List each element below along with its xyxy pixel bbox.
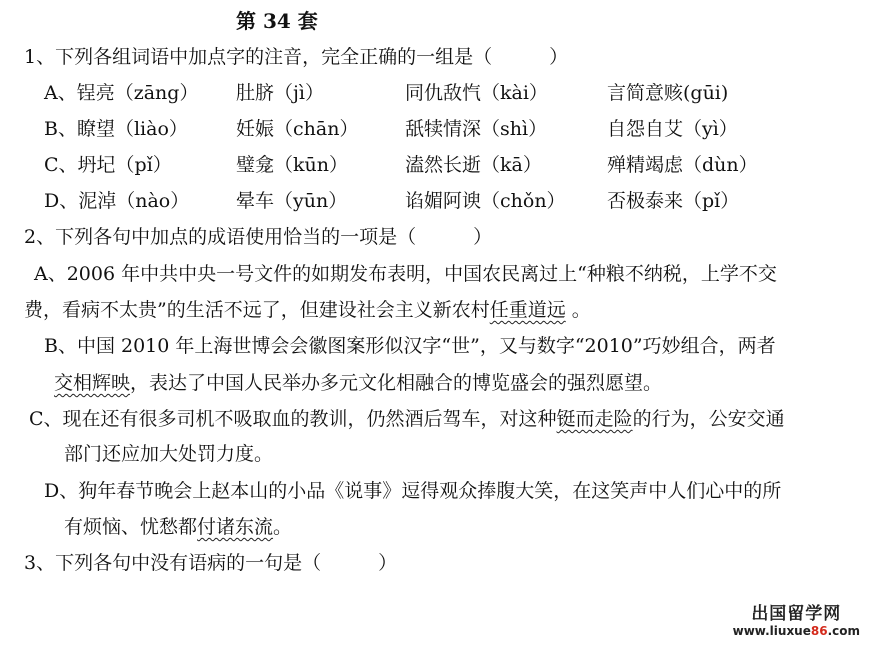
option-c-end: 的行为，公安交通: [632, 408, 785, 430]
option-b-item-3: 舐犊情深（shì）: [405, 118, 548, 140]
question-2-option-c-line-1: [29, 406, 785, 432]
question-2-option-a-line-1: A、2006 年中共中央一号文件的如期发布表明，中国农民离过上“种粮不纳税，上学不交: [34, 263, 777, 285]
idiom-b: 交相辉映: [54, 372, 131, 394]
option-b-item-2: 妊娠（chān）: [236, 118, 359, 140]
option-a-item-2: 肚脐（jì）: [236, 82, 324, 104]
question-2-stem: 2、下列各句中加点的成语使用恰当的一项是（ ）: [24, 226, 493, 248]
watermark-url: www.liuxue86.com: [732, 624, 860, 638]
option-c-text: C、现在还有很多司机不吸取血的教训，仍然酒后驾车，对这种: [29, 408, 557, 430]
idiom-c: 铤而走险: [556, 408, 633, 430]
idiom-d: 付诸东流: [197, 516, 274, 538]
question-2-option-d-line-2: [64, 514, 292, 540]
site-watermark: [733, 599, 860, 638]
option-a-item-3: 同仇敌忾（kài）: [405, 82, 548, 104]
question-3-stem: 3、下列各句中没有语病的一句是（ ）: [24, 552, 398, 574]
idiom-a: 任重道远: [489, 299, 566, 321]
option-d-item-4: 否极泰来（pǐ）: [607, 190, 740, 212]
page-title: 第 34 套: [236, 9, 318, 33]
option-d-item-3: 谄媚阿谀（chǒn）: [405, 190, 566, 212]
question-2-option-d-line-1: D、狗年春节晚会上赵本山的小品《说事》逗得观众捧腹大笑，在这笑声中人们心中的所: [44, 480, 782, 502]
question-1-stem: 1、下列各组词语中加点字的注音，完全正确的一组是（ ）: [24, 46, 569, 68]
option-d-item-2: 晕车（yūn）: [236, 190, 348, 212]
watermark-name: 出国留学网: [751, 604, 842, 624]
option-b-text: ，表达了中国人民举办多元文化相融合的博览盛会的强烈愿望。: [130, 372, 663, 394]
option-c-item-1: C、坍圮（pǐ）: [44, 154, 172, 176]
question-2-option-a-line-2: [24, 297, 591, 323]
option-c-item-4: 殚精竭虑（dùn）: [607, 154, 758, 176]
option-b-item-1: B、瞭望（liào）: [44, 118, 188, 140]
question-2-option-b-line-2: [54, 370, 662, 396]
option-a-item-4: 言简意赅(gūi): [607, 82, 729, 104]
option-d-end: 。: [273, 516, 293, 538]
option-b-item-4: 自怨自艾（yì）: [607, 118, 738, 140]
option-c-item-3: 溘然长逝（kā）: [405, 154, 542, 176]
option-d-item-1: D、泥淖（nào）: [44, 190, 190, 212]
option-a-end: 。: [565, 299, 591, 321]
question-2-option-b-line-1: B、中国 2010 年上海世博会会徽图案形似汉字“世”，又与数字“2010”巧妙组合，两者: [44, 335, 776, 357]
option-c-item-2: 璧龛（kūn）: [236, 154, 348, 176]
option-a-text: 费，看病不太贵”的生活不远了，但建设社会主义新农村: [24, 299, 490, 321]
question-2-option-c-line-2: 部门还应加大处罚力度。: [64, 443, 274, 465]
option-a-item-1: A、锃亮（zāng）: [44, 82, 199, 104]
option-d-text: 有烦恼、忧愁都: [64, 516, 198, 538]
